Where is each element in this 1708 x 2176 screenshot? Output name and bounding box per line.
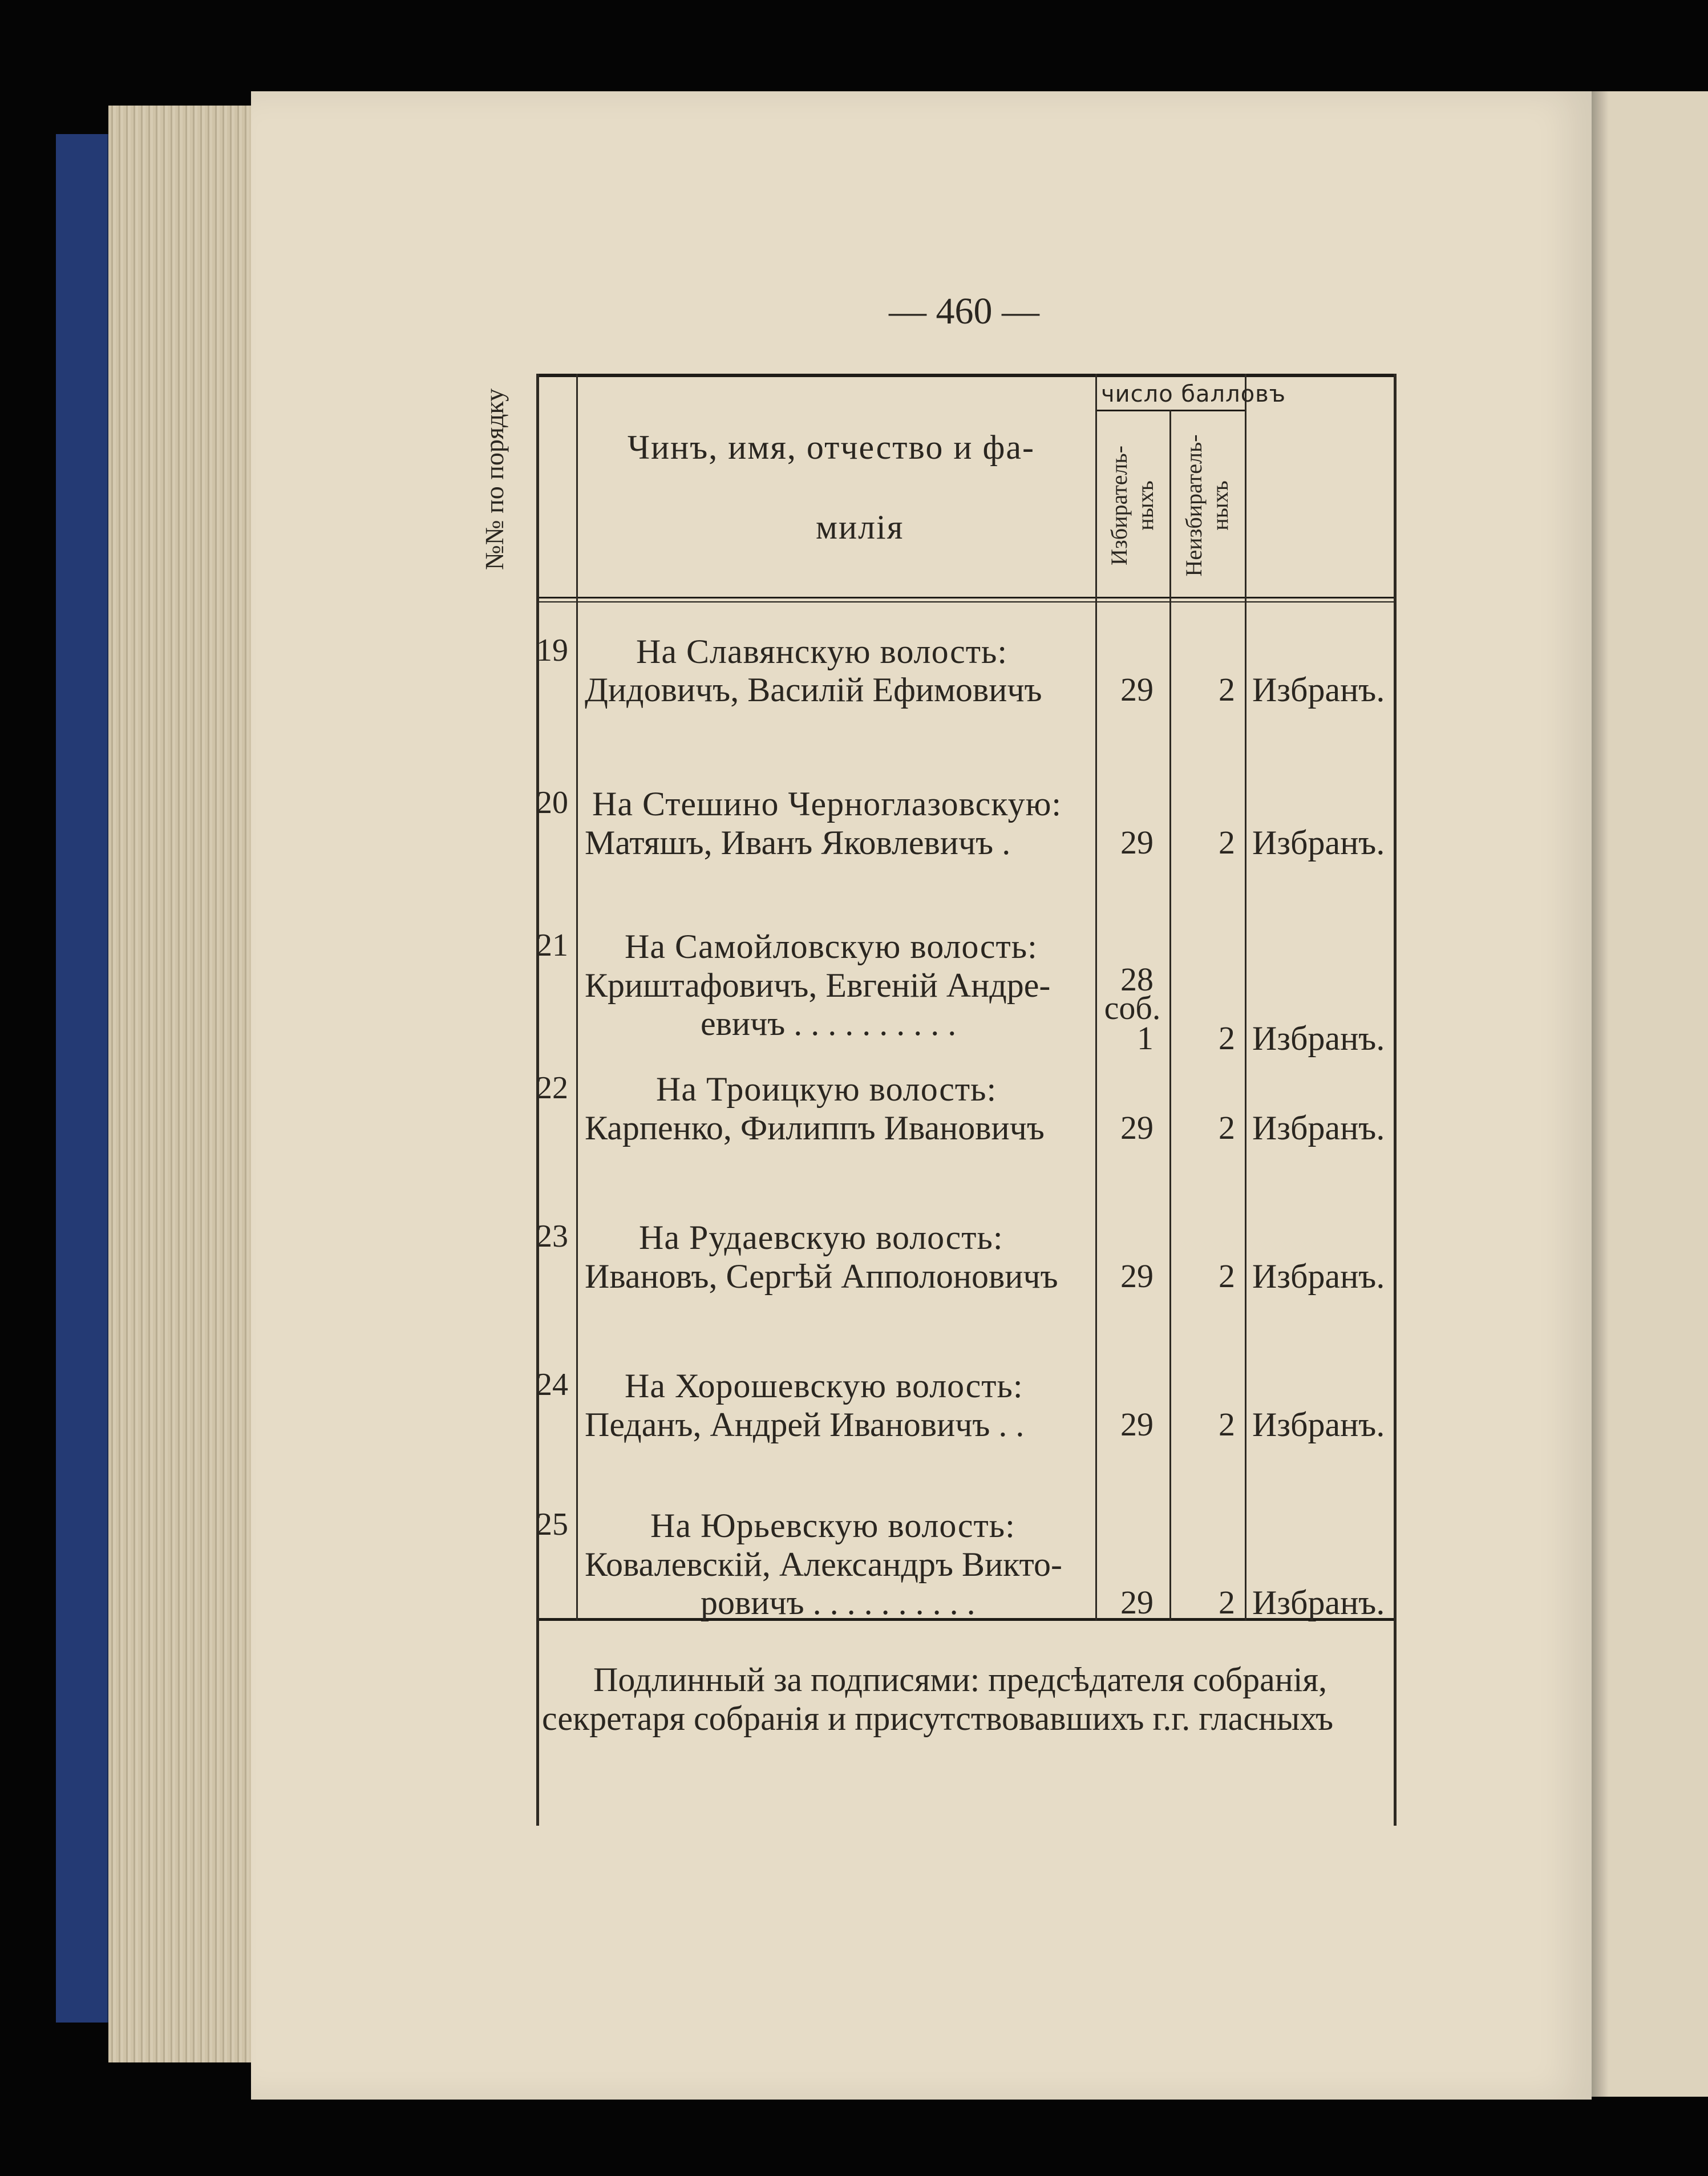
row-votes-against: 2	[1219, 824, 1235, 861]
row-person: Дидовичъ, Василій Ефимовичъ	[585, 671, 1042, 709]
row-person: ровичъ . . . . . . . . . .	[701, 1584, 976, 1621]
header-col-name-line1: Чинъ, имя, отчество и фа-	[628, 428, 1035, 466]
header-col-against-l1: Неизбиратель-	[1181, 434, 1207, 577]
row-votes-for: 29	[1120, 1584, 1153, 1621]
row-district: На Троицкую волость:	[656, 1070, 997, 1108]
row-votes-for: 29	[1120, 671, 1153, 708]
row-votes-for: 29	[1120, 1257, 1153, 1295]
row-result: Избранъ.	[1252, 1257, 1385, 1295]
row-votes-against: 2	[1219, 1109, 1235, 1146]
row-number: 23	[536, 1219, 568, 1254]
row-district: На Самойловскую волость:	[625, 928, 1038, 965]
row-votes-against: 2	[1219, 671, 1235, 708]
row-person: Матяшъ, Иванъ Яковлевичъ .	[585, 824, 1011, 861]
row-votes-against: 2	[1219, 1257, 1235, 1295]
row-person: Карпенко, Филиппъ Ивановичъ	[585, 1109, 1045, 1147]
header-score-group: число балловъ	[1101, 381, 1286, 407]
row-number: 22	[536, 1070, 568, 1106]
row-district: На Юрьевскую волость:	[650, 1507, 1015, 1544]
row-votes-for: соб.	[1104, 989, 1161, 1026]
col-divider-against	[1245, 374, 1246, 1620]
header-col-for	[1106, 420, 1159, 591]
row-result: Избранъ.	[1252, 671, 1385, 709]
row-result: Избранъ.	[1252, 1020, 1385, 1057]
row-number: 20	[536, 785, 568, 820]
col-divider-for	[1169, 410, 1171, 1620]
header-bottom-rule	[536, 597, 1397, 598]
header-col-for-l2: ныхъ	[1132, 480, 1158, 531]
row-result: Избранъ.	[1252, 1584, 1385, 1621]
row-district: На Рудаевскую волость:	[639, 1219, 1003, 1256]
row-result: Избранъ.	[1252, 824, 1385, 861]
header-col-for-l1: Избиратель-	[1106, 446, 1132, 565]
row-person: Ивановъ, Сергѣй Апполоновичъ	[585, 1257, 1058, 1295]
row-person: Педанъ, Андрей Ивановичъ . .	[585, 1406, 1025, 1443]
row-person: евичъ . . . . . . . . . .	[701, 1005, 957, 1042]
page-number: — 460 —	[889, 290, 1039, 332]
row-votes-for: 29	[1120, 1406, 1153, 1443]
right-border	[1394, 374, 1397, 1826]
row-person: Криштафовичъ, Евгеній Андре-	[585, 966, 1051, 1004]
row-votes-against: 2	[1219, 1584, 1235, 1621]
row-votes-for: 28	[1120, 961, 1153, 998]
row-votes-for: 29	[1120, 1109, 1153, 1146]
page-edges	[108, 106, 262, 2062]
col-divider-no	[576, 374, 578, 1620]
header-bottom-rule-2	[536, 601, 1397, 602]
header-col-against	[1181, 411, 1233, 600]
row-votes-against: 2	[1219, 1020, 1235, 1057]
header-col-number: №№ по порядку	[480, 388, 509, 571]
row-district: На Хорошевскую волость:	[625, 1367, 1023, 1405]
row-district: На Стешино Черноглазовскую:	[592, 785, 1062, 823]
row-number: 21	[536, 928, 568, 963]
row-votes-for: 1	[1137, 1020, 1153, 1057]
footer-note-line2: секретаря собранія и присутствовавшихъ г.г. гласныхъ	[542, 1700, 1334, 1737]
header-col-name-line2: милія	[816, 508, 904, 546]
row-result: Избранъ.	[1252, 1406, 1385, 1443]
row-number: 24	[536, 1367, 568, 1402]
row-district: На Славянскую волость:	[636, 633, 1008, 670]
footer-note-line1: Подлинный за подписями: предсѣдателя собранія,	[593, 1661, 1327, 1698]
row-number: 19	[536, 633, 568, 668]
row-votes-for: 29	[1120, 824, 1153, 861]
table-top-rule	[536, 374, 1397, 377]
row-number: 25	[536, 1507, 568, 1542]
row-result: Избранъ.	[1252, 1109, 1385, 1147]
row-votes-against: 2	[1219, 1406, 1235, 1443]
facing-page-edge	[1592, 91, 1708, 2097]
row-person: Ковалевскій, Александръ Викто-	[585, 1546, 1062, 1583]
header-col-against-l2: ныхъ	[1207, 480, 1233, 531]
